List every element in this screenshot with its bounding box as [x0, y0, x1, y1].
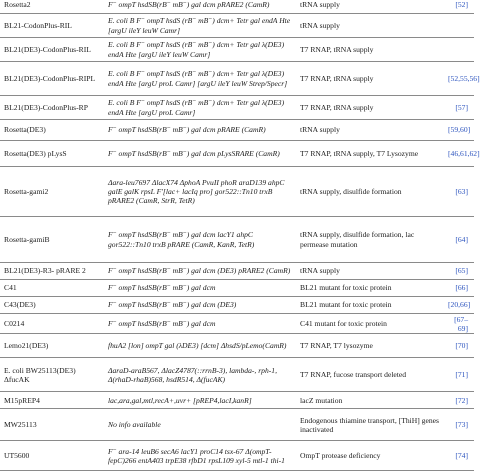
reference-link[interactable]: [66] [444, 279, 474, 296]
reference-link[interactable]: [59,60] [444, 119, 474, 140]
table-row [0, 313, 474, 333]
strain-cell: C0214 [0, 313, 104, 333]
genotype-cell: lac,ara,gal,mtl,recA+,uvr+ [pREP4,lacI,kanR] [104, 391, 296, 408]
strain-cell: E. coli BW25113(DE3) ΔfucAK [0, 357, 104, 391]
reference-link[interactable]: [73] [444, 408, 474, 440]
strain-cell: Lemo21(DE3) [0, 333, 104, 357]
reference-link[interactable]: [72] [444, 391, 474, 408]
genotype-cell: F⁻ ompT hsdSB(rB⁻ mB⁻) gal dcm [104, 279, 296, 296]
feature-cell: tRNA supply, disulfide formation [296, 166, 444, 216]
genotype-cell: fhuA2 [lon] ompT gal (λDE3) [dcm] ΔhsdS/pLemo(CamR) [104, 333, 296, 357]
reference-link[interactable]: [71] [444, 357, 474, 391]
genotype-cell: E. coli B F⁻ ompT hsdS (rB⁻ mB⁻) dcm+ Tetr gal λ(DE3) endA Hte [argU ileY leuW Camr] [104, 37, 296, 61]
feature-cell: BL21 mutant for toxic protein [296, 279, 444, 296]
table-row [0, 166, 474, 216]
feature-cell: T7 RNAP, fucose transport deleted [296, 357, 444, 391]
reference-link[interactable]: [74] [444, 440, 474, 470]
strain-cell: BL21(DE3)-CodonPlus-RIL [0, 37, 104, 61]
feature-cell: T7 RNAP, T7 lysozyme [296, 333, 444, 357]
table-row [0, 0, 474, 13]
table-row [0, 262, 474, 279]
table-row [0, 37, 474, 61]
genotype-cell: No info available [104, 408, 296, 440]
table-row [0, 216, 474, 262]
reference-link[interactable]: [64] [444, 216, 474, 262]
strain-cell: Rosetta(DE3) [0, 119, 104, 140]
feature-cell: C41 mutant for toxic protein [296, 313, 444, 333]
table-row [0, 296, 474, 313]
strain-cell: MW25113 [0, 408, 104, 440]
table-row [0, 279, 474, 296]
reference-link[interactable]: [65] [444, 262, 474, 279]
strain-cell: BL21(DE3)-R3- pRARE 2 [0, 262, 104, 279]
reference-link[interactable]: [52,55,56] [444, 61, 474, 95]
table-row [0, 119, 474, 140]
reference-link[interactable]: [20,66] [444, 296, 474, 313]
reference-link[interactable]: [63] [444, 166, 474, 216]
strain-cell: M15pREP4 [0, 391, 104, 408]
feature-cell: T7 RNAP, tRNA supply [296, 61, 444, 95]
genotype-cell: E. coli B F⁻ ompT hsdS (rB⁻ mB⁻) dcm+ Tetr gal λ(DE3) endA Hte [argU proL Camr] [argU ileY leuW Strep/Specr] [104, 61, 296, 95]
table-row [0, 95, 474, 119]
reference-link[interactable]: [52] [444, 0, 474, 13]
table-row [0, 61, 474, 95]
feature-cell: Endogenous thiamine transport, [ThiH] genes inactivated [296, 408, 444, 440]
table-row [0, 357, 474, 391]
reference-link[interactable]: [46,61,62] [444, 140, 474, 166]
table-row [0, 13, 474, 37]
table-row [0, 333, 474, 357]
genotype-cell: F⁻ ara-14 leuB6 secA6 lacY1 proC14 tsx-67 Δ(ompT-fepC)266 entA403 trpE38 rfbD1 rpsL109 xyl-5 mtl-1 thi-1 [104, 440, 296, 470]
strain-cell: Rosetta2 [0, 0, 104, 13]
genotype-cell: E. coli B F⁻ ompT hsdS (rB⁻ mB⁻) dcm+ Tetr gal endA Hte [argU ileY leuW Camr] [104, 13, 296, 37]
feature-cell: T7 RNAP, tRNA supply [296, 37, 444, 61]
strain-cell: C41 [0, 279, 104, 296]
strain-cell: C43(DE3) [0, 296, 104, 313]
genotype-cell: F⁻ ompT hsdSB(rB⁻ mB⁻) gal dcm pRARE2 (CamR) [104, 0, 296, 13]
strain-cell: Rosetta-gami2 [0, 166, 104, 216]
genotype-cell: E. coli B F⁻ ompT hsdS (rB⁻ mB⁻) dcm+ Tetr gal λ(DE3) endA Hte [argU proL Camr] [104, 95, 296, 119]
genotype-cell: F⁻ ompT hsdSB(rB⁻ mB⁻) gal dcm [104, 313, 296, 333]
feature-cell: OmpT protease deficiency [296, 440, 444, 470]
strain-cell: BL21-CodonPlus-RIL [0, 13, 104, 37]
strain-cell: Rosetta(DE3) pLysS [0, 140, 104, 166]
genotype-cell: F⁻ ompT hsdSB(rB⁻ mB⁻) gal dcm (DE3) [104, 296, 296, 313]
feature-cell: lacZ mutation [296, 391, 444, 408]
feature-cell: T7 RNAP, tRNA supply [296, 95, 444, 119]
feature-cell: BL21 mutant for toxic protein [296, 296, 444, 313]
table-row [0, 140, 474, 166]
genotype-cell: ΔaraD-araB567, ΔlacZ4787(::rrnB-3), lambda-, rph-1, Δ(rhaD-rhaB)568, hsdR514, Δ(fucAK) [104, 357, 296, 391]
strain-cell: UT5600 [0, 440, 104, 470]
genotype-cell: Δara-leu7697 ΔlacX74 ΔphoA PvuII phoR araD139 ahpC galE galK rpsL F′[lac+ lacIq pro] gor522::Tn10 trxB pRARE2 (CamR, StrR, TetR) [104, 166, 296, 216]
reference-link[interactable] [444, 37, 474, 61]
strain-cell: Rosetta-gamiB [0, 216, 104, 262]
feature-cell: tRNA supply, disulfide formation, lac permease mutation [296, 216, 444, 262]
genotype-cell: F⁻ ompT hsdSB(rB⁻ mB⁻) gal dcm (DE3) pRARE2 (CamR) [104, 262, 296, 279]
strain-cell: BL21(DE3)-CodonPlus-RIPL [0, 61, 104, 95]
reference-link[interactable]: [70] [444, 333, 474, 357]
feature-cell: tRNA supply [296, 119, 444, 140]
genotype-cell: F⁻ ompT hsdSB(rB⁻ mB⁻) gal dcm lacY1 ahpC gor522::Tn10 trxB pRARE (CamR, KanR, TetR) [104, 216, 296, 262]
feature-cell: tRNA supply [296, 262, 444, 279]
table-row [0, 440, 474, 470]
genotype-cell: F⁻ ompT hsdSB(rB⁻ mB⁻) gal dcm pLysSRARE (CamR) [104, 140, 296, 166]
strain-cell: BL21(DE3)-CodonPlus-RP [0, 95, 104, 119]
feature-cell: T7 RNAP, tRNA supply, T7 Lysozyme [296, 140, 444, 166]
genotype-cell: F⁻ ompT hsdSB(rB⁻ mB⁻) gal dcm pRARE (CamR) [104, 119, 296, 140]
reference-link[interactable]: [57] [444, 95, 474, 119]
feature-cell: tRNA supply [296, 13, 444, 37]
reference-link[interactable] [444, 13, 474, 37]
reference-link[interactable]: [67–69] [444, 313, 474, 333]
feature-cell: tRNA supply [296, 0, 444, 13]
table-row [0, 391, 474, 408]
table-row [0, 408, 474, 440]
